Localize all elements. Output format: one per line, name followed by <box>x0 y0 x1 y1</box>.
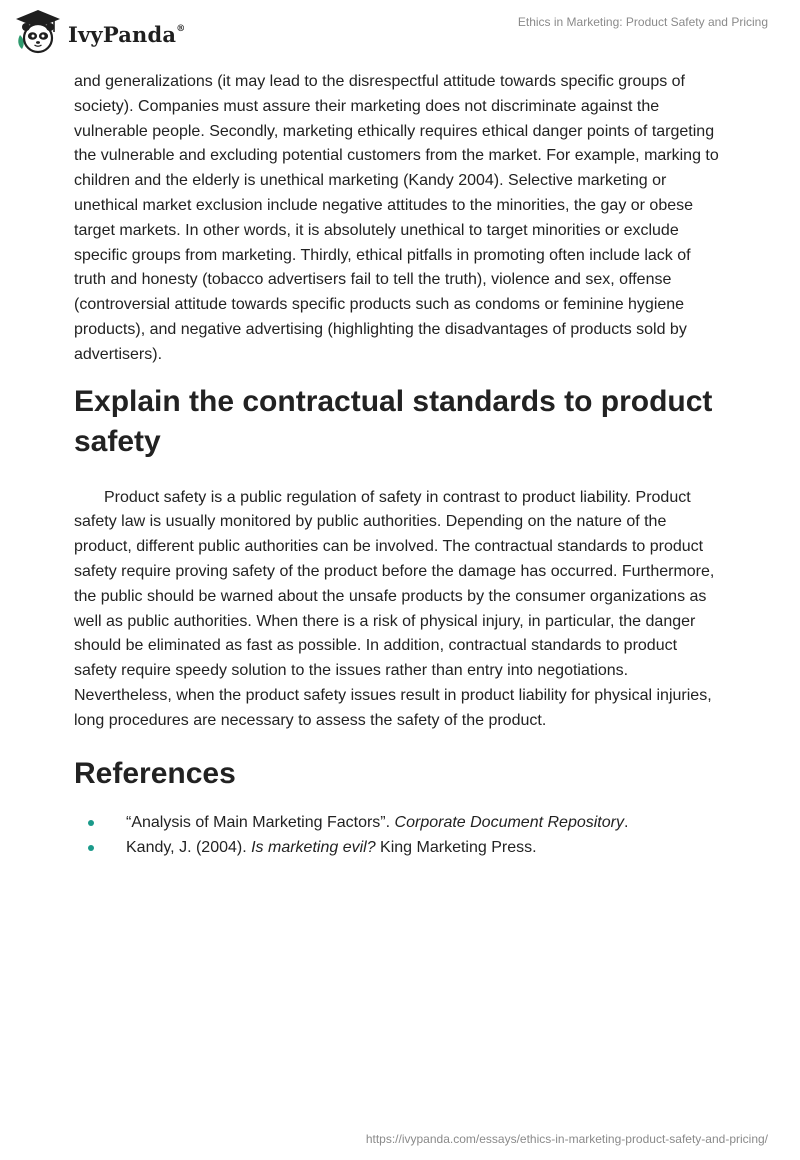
reference-item: “Analysis of Main Marketing Factors”. Corporate Document Repository. <box>74 810 724 835</box>
source-url[interactable]: https://ivypanda.com/essays/ethics-in-marketing-product-safety-and-pricing/ <box>365 1132 768 1146</box>
page-header <box>0 0 800 62</box>
references-heading: References <box>74 756 236 790</box>
bullet-icon <box>88 820 94 826</box>
reference-item: Kandy, J. (2004). Is marketing evil? King Marketing Press. <box>74 835 724 860</box>
bullet-icon <box>88 845 94 851</box>
panda-graduate-icon <box>14 8 62 56</box>
references-list <box>74 810 724 860</box>
ivypanda-logo[interactable] <box>14 8 185 56</box>
brand-name: IvyPanda® <box>68 21 186 47</box>
intro-paragraph: and generalizations (it may lead to the disrespectful attitude towards specific groups of society). Companies must assure their marketing does not discriminate against the vulnerable people. Secondly, marketing ethically requires ethical danger points of targeting the vulnerable and excluding potential customers from the market. For example, marking to children and the elderly is unethical marketing (Kandy 2004). Selective marketing or unethical market exclusion include negative attitudes to the minorities, the gay or obese target markets. In other words, it is absolutely unethical to target minorities or exclude specific groups from marketing. Thirdly, ethical pitfalls in promoting often include lack of truth and honesty (tobacco advertisers fail to tell the truth), violence and sex, offense (controversial attitude towards specific products such as condoms or feminine hygiene products), and negative advertising (highlighting the disadvantages of products sold by advertisers). <box>74 73 719 363</box>
section-paragraph: Product safety is a public regulation of safety in contrast to product liability. Product safety law is usually monitored by public authorities. Depending on the nature of the product, different public authorities can be involved. The contractual standards to product safety require proving safety of the product before the damage has occurred. Furthermore, the public should be warned about the unsafe products by the consumer organizations as well as public authorities. When there is a risk of physical injury, in particular, the danger should be eliminated as fast as possible. In addition, contractual standards to product safety require speedy solution to the issues rather than entry into negotiations. Nevertheless, when the product safety issues result in product liability for physical injuries, long procedures are necessary to assess the safety of the product. <box>74 488 715 729</box>
section-heading: Explain the contractual standards to product safety <box>74 384 713 458</box>
document-title: Ethics in Marketing: Product Safety and Pricing <box>517 15 768 29</box>
essay-content <box>74 70 724 860</box>
